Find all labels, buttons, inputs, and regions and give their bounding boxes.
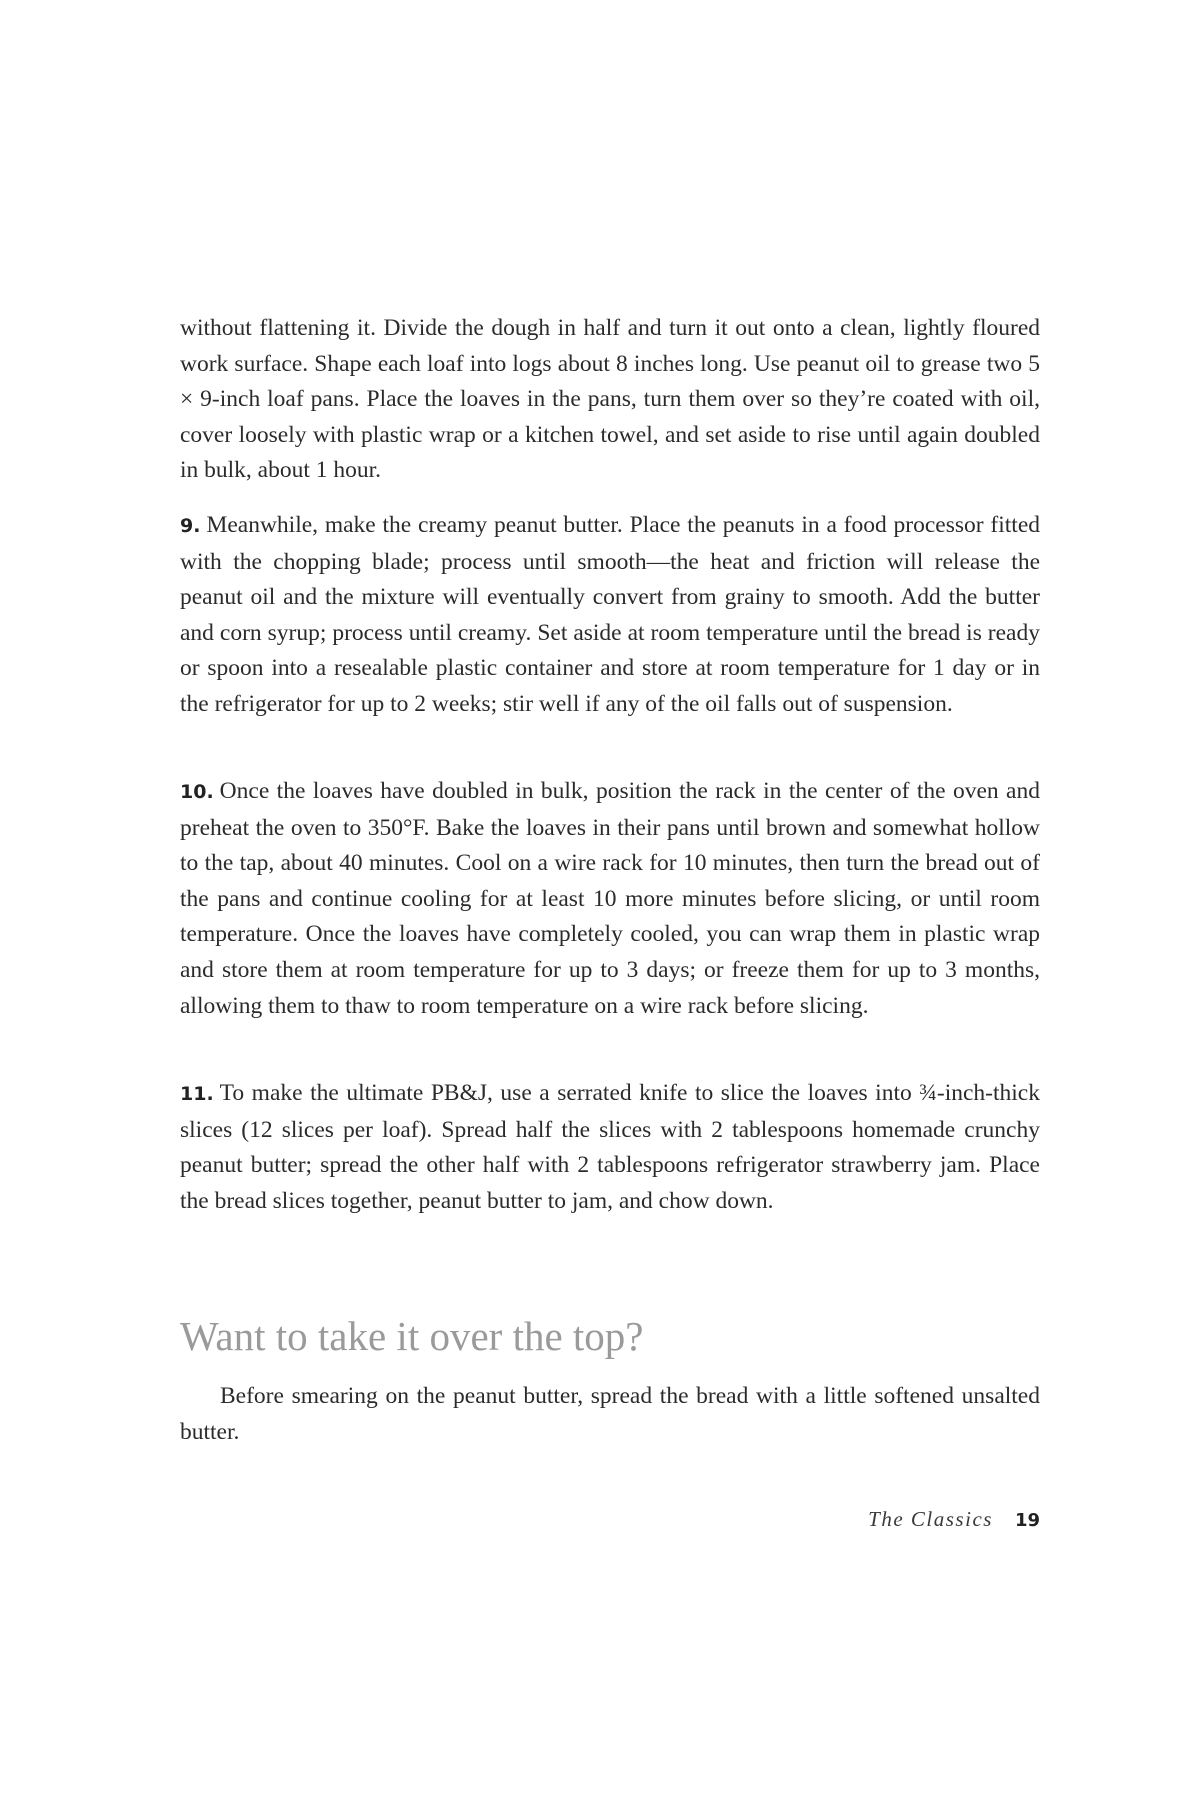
step-text: Meanwhile, make the creamy peanut butter. Place the peanuts in a food processor fitted with the chopping blade; process until smooth—the heat and friction will release the peanut oil and the mixture will eventually convert from grainy to smooth. Add the butter and corn syrup; process until creamy. Set aside at room temperature until the bread is ready or spoon into a resealable plastic container and store at room temperature for 1 day or in the refrigerator for up to 2 weeks; stir well if any of the oil falls out of suspension.	[180, 512, 1040, 717]
tip-heading: Want to take it over the top?	[180, 1313, 644, 1359]
tip-paragraph	[180, 1379, 1040, 1450]
tip-text: Before smearing on the peanut butter, spread the bread with a little softened unsalted butter.	[180, 1383, 1040, 1445]
continued-paragraph	[180, 311, 1040, 489]
recipe-step-11	[180, 1076, 1040, 1219]
recipe-step-10	[180, 774, 1040, 1024]
paragraph-text: without flattening it. Divide the dough in half and turn it out onto a clean, lightly floured work surface. Shape each loaf into logs about 8 inches long. Use peanut oil to grease two 5 × 9-inch loaf pans. Place the loaves in the pans, turn them over so they’re coated with oil, cover loosely with plastic wrap or a kitchen towel, and set aside to rise until again doubled in bulk, about 1 hour.	[180, 315, 1040, 484]
running-footer-section: The Classics	[868, 1507, 993, 1531]
step-text: Once the loaves have doubled in bulk, position the rack in the center of the oven and preheat the oven to 350°F. Bake the loaves in their pans until brown and somewhat hollow to the tap, about 40 minutes. Cool on a wire rack for 10 minutes, then turn the bread out of the pans and continue cooling for at least 10 more minutes before slicing, or until room temperature. Once the loaves have completely cooled, you can wrap them in plastic wrap and store them at room temperature for up to 3 days; or freeze them for up to 3 months, allowing them to thaw to room temperature on a wire rack before slicing.	[180, 778, 1040, 1019]
page-footer	[780, 1504, 1040, 1536]
page-number: 19	[1014, 1510, 1040, 1531]
step-number: 9.	[180, 515, 201, 537]
recipe-step-9	[180, 508, 1040, 723]
step-number: 10.	[180, 781, 214, 803]
step-number: 11.	[180, 1083, 214, 1105]
step-text: To make the ultimate PB&J, use a serrated knife to slice the loaves into ¾-inch-thick slices (12 slices per loaf). Spread half the slices with 2 tablespoons homemade crunchy peanut butter; spread the other half with 2 tablespoons refrigerator strawberry jam. Place the bread slices together, peanut butter to jam, and chow down.	[180, 1080, 1040, 1214]
